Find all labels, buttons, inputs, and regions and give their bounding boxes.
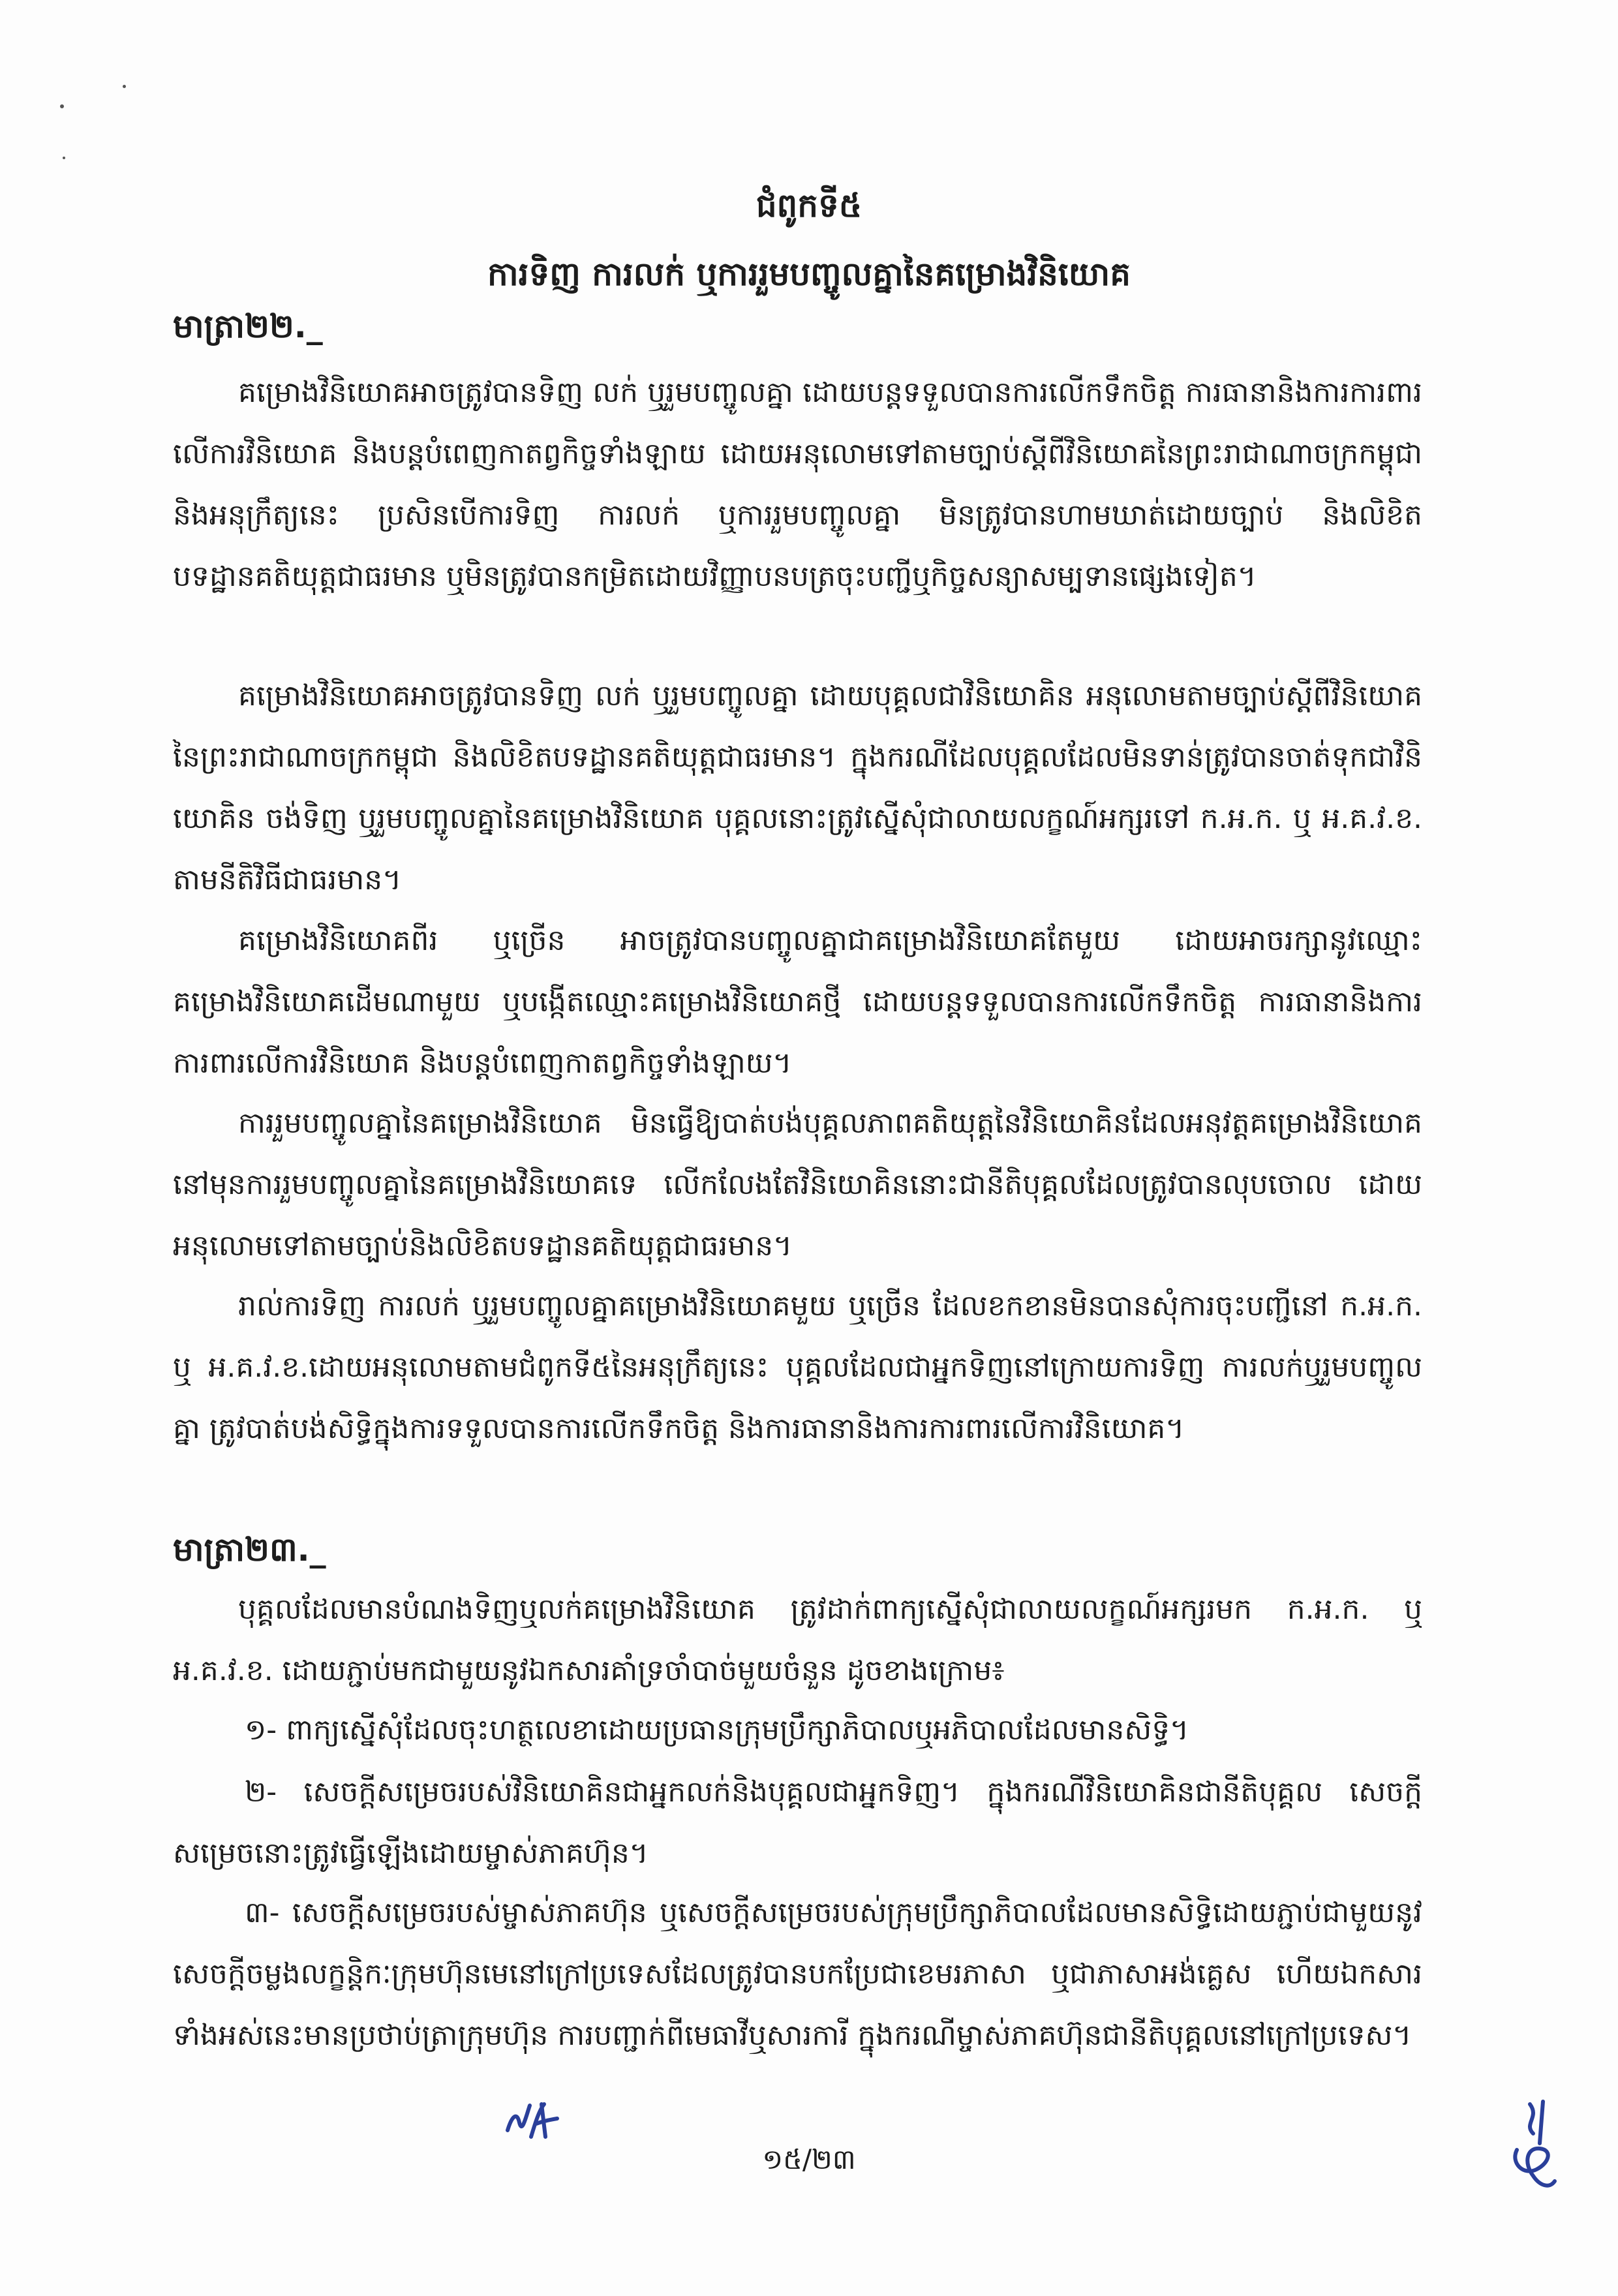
list-item: ១- ពាក្យស្នើសុំដែលចុះហត្ថលេខាដោយប្រធានក្រុមប្រឹក្សាភិបាលឬអភិបាលដែលមានសិទ្ធិ។ bbox=[245, 1713, 1189, 1747]
article-title: មាត្រា២៣._ bbox=[173, 1531, 326, 1569]
page-number: ១៥/២៣ bbox=[762, 2143, 856, 2175]
list-item: ៣- សេចក្តីសម្រេចរបស់ម្ចាស់ភាគហ៊ុន ឬសេចក្តីសម្រេចរបស់ក្រុមប្រឹក្សាភិបាលដែលមានសិទ្ធិដោយភ្ជាប់ជាមួយនូវសេចក្តីចម្លងលក្ខន្តិកៈក្រុមហ៊ុនមេនៅក្រៅប្រទេសដែលត្រូវបានបកប្រែជាខេមរភាសា ឬជាភាសាអង់គ្លេស ហើយឯកសារទាំងអស់នេះមានប្រថាប់ត្រាក្រុមហ៊ុន ការបញ្ជាក់ពីមេធាវីឬសារការី ក្នុងករណីម្ចាស់ភាគហ៊ុនជានីតិបុគ្គលនៅក្រៅប្រទេស។ bbox=[173, 1896, 1422, 2052]
chapter-title: ការទិញ ការលក់ ឬការរួមបញ្ចូលគ្នានៃគម្រោងវិនិយោគ bbox=[487, 255, 1131, 293]
article-paragraph: ការរួមបញ្ចូលគ្នានៃគម្រោងវិនិយោគ មិនធ្វើឱ្យបាត់បង់បុគ្គលភាពគតិយុត្តនៃវិនិយោគិនដែលអនុវត្តគម្រោងវិនិយោគនៅមុនការរួមបញ្ចូលគ្នានៃគម្រោងវិនិយោគទេ លើកលែងតែវិនិយោគិននោះជានីតិបុគ្គលដែលត្រូវបានលុបចោល ដោយអនុលោមទៅតាមច្បាប់និងលិខិតបទដ្ឋានគតិយុត្តជាធរមាន។ bbox=[173, 1107, 1422, 1263]
article-paragraph: រាល់ការទិញ ការលក់ ឬរួមបញ្ចូលគ្នាគម្រោងវិនិយោគមួយ ឬច្រើន ដែលខកខានមិនបានសុំការចុះបញ្ជីនៅ ក.អ.ក. ឬ អ.គ.វ.ខ.ដោយអនុលោមតាមជំពូកទី៥នៃអនុក្រឹត្យនេះ បុគ្គលដែលជាអ្នកទិញនៅក្រោយការទិញ ការលក់ឬរួមបញ្ចូលគ្នា ត្រូវបាត់បង់សិទ្ធិក្នុងការទទួលបានការលើកទឹកចិត្ត និងការធានានិងការការពារលើការវិនិយោគ។ bbox=[173, 1289, 1422, 1445]
scan-speck bbox=[60, 104, 64, 108]
handwritten-signature bbox=[1504, 2098, 1563, 2196]
handwritten-initial bbox=[502, 2091, 561, 2143]
article-title: មាត្រា២២._ bbox=[173, 307, 323, 345]
article-paragraph: គម្រោងវិនិយោគពីរ ឬច្រើន អាចត្រូវបានបញ្ចូលគ្នាជាគម្រោងវិនិយោគតែមួយ ដោយអាចរក្សានូវឈ្មោះគម្រោងវិនិយោគដើមណាមួយ ឬបង្កើតឈ្មោះគម្រោងវិនិយោគថ្មី ដោយបន្តទទួលបានការលើកទឹកចិត្ត ការធានានិងការការពារលើការវិនិយោគ និងបន្តបំពេញកាតព្វកិច្ចទាំងឡាយ។ bbox=[173, 924, 1422, 1080]
list-item: ២- សេចក្តីសម្រេចរបស់វិនិយោគិនជាអ្នកលក់និងបុគ្គលជាអ្នកទិញ។ ក្នុងករណីវិនិយោគិនជានីតិបុគ្គល សេចក្តីសម្រេចនោះត្រូវធ្វើឡើងដោយម្ចាស់ភាគហ៊ុន។ bbox=[173, 1775, 1422, 1870]
chapter-number: ជំពូកទី៥ bbox=[756, 187, 862, 224]
scan-speck bbox=[123, 85, 126, 88]
article-paragraph: គម្រោងវិនិយោគអាចត្រូវបានទិញ លក់ ឬរួមបញ្ចូលគ្នា ដោយបន្តទទួលបានការលើកទឹកចិត្ត ការធានានិងការការពារលើការវិនិយោគ និងបន្តបំពេញកាតព្វកិច្ចទាំងឡាយ ដោយអនុលោមទៅតាមច្បាប់ស្តីពីវិនិយោគនៃព្រះរាជាណាចក្រកម្ពុជា និងអនុក្រឹត្យនេះ ប្រសិនបើការទិញ ការលក់ ឬការរួមបញ្ចូលគ្នា មិនត្រូវបានហាមឃាត់ដោយច្បាប់ និងលិខិតបទដ្ឋានគតិយុត្តជាធរមាន ឬមិនត្រូវបានកម្រិតដោយវិញ្ញាបនបត្រចុះបញ្ជីឬកិច្ចសន្យាសម្បទានផ្សេងទៀត។ bbox=[173, 376, 1422, 593]
article-paragraph: គម្រោងវិនិយោគអាចត្រូវបានទិញ លក់ ឬរួមបញ្ចូលគ្នា ដោយបុគ្គលជាវិនិយោគិន អនុលោមតាមច្បាប់ស្តីពីវិនិយោគនៃព្រះរាជាណាចក្រកម្ពុជា និងលិខិតបទដ្ឋានគតិយុត្តជាធរមាន។ ក្នុងករណីដែលបុគ្គលដែលមិនទាន់ត្រូវបានចាត់ទុកជាវិនិយោគិន ចង់ទិញ ឬរួមបញ្ចូលគ្នានៃគម្រោងវិនិយោគ បុគ្គលនោះត្រូវស្នើសុំជាលាយលក្ខណ៍អក្សរទៅ ក.អ.ក. ឬ អ.គ.វ.ខ. តាមនីតិវិធីជាធរមាន។ bbox=[173, 679, 1422, 896]
scan-speck bbox=[63, 157, 65, 159]
article-intro: បុគ្គលដែលមានបំណងទិញឬលក់គម្រោងវិនិយោគ ត្រូវដាក់ពាក្យស្នើសុំជាលាយលក្ខណ៍អក្សរមក ក.អ.ក. ឬ អ.គ.វ.ខ. ដោយភ្ជាប់មកជាមួយនូវឯកសារគាំទ្រចាំបាច់មួយចំនួន ដូចខាងក្រោម៖ bbox=[173, 1593, 1422, 1687]
